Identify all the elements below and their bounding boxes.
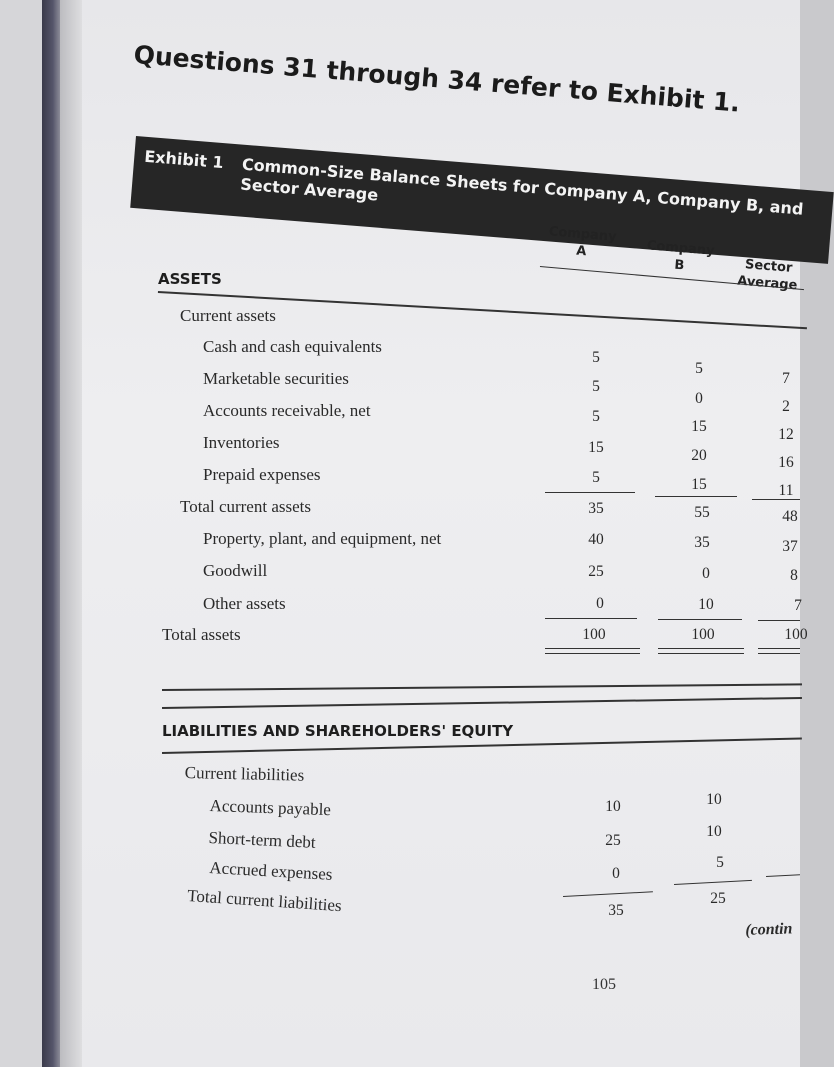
cell-cash-a: 5: [592, 349, 600, 366]
page-gutter: [60, 0, 82, 1067]
cell-total-assets-a: 100: [582, 626, 606, 643]
cell-inventories-s: 16: [778, 454, 794, 471]
cell-cash-b: 5: [695, 360, 703, 377]
book-spine: [42, 0, 60, 1067]
cell-total-current-assets-a: 35: [588, 500, 604, 517]
cell-ppe-a: 40: [588, 531, 604, 548]
liabilities-section-title: LIABILITIES AND SHAREHOLDERS' EQUITY: [162, 722, 514, 740]
subtotal-rule-s: [752, 499, 800, 500]
row-label-inventories: Inventories: [203, 433, 280, 452]
cell-marketable-a: 5: [592, 378, 600, 395]
double-rule-a-1: [545, 648, 640, 649]
row-label-marketable: Marketable securities: [203, 369, 349, 388]
cell-cash-s: 7: [782, 370, 790, 387]
cell-ppe-s: 37: [782, 538, 798, 555]
row-label-goodwill: Goodwill: [203, 561, 268, 580]
double-rule-b-2: [658, 653, 744, 654]
subtotal-rule-b: [655, 496, 737, 497]
cell-receivable-a: 5: [592, 408, 600, 425]
cell-goodwill-a: 25: [588, 563, 604, 580]
total-rule-s: [758, 620, 800, 621]
cell-short-term-debt-a: 25: [605, 832, 621, 849]
exhibit-label: Exhibit 1: [143, 146, 225, 173]
cell-prepaid-b: 15: [691, 476, 707, 493]
row-label-total-current-liabilities: Total current liabilities: [186, 886, 343, 916]
row-label-prepaid: Prepaid expenses: [203, 465, 321, 484]
cell-total-current-liabilities-b: 25: [710, 890, 726, 907]
cell-prepaid-a: 5: [592, 469, 600, 486]
cell-inventories-a: 15: [588, 439, 604, 456]
cell-total-current-assets-b: 55: [694, 504, 710, 521]
cell-total-current-assets-s: 48: [782, 508, 798, 525]
row-label-ppe: Property, plant, and equipment, net: [203, 529, 442, 548]
cell-prepaid-s: 11: [778, 482, 794, 499]
exhibit-title: Common-Size Balance Sheets for Company A, Company B, and Sector Average: [239, 154, 805, 219]
cell-ppe-b: 35: [694, 534, 710, 551]
cell-short-term-debt-b: 10: [706, 823, 722, 840]
column-header-company-a: Company A: [548, 224, 618, 260]
double-rule-a-2: [545, 653, 640, 654]
cell-inventories-b: 20: [691, 447, 707, 464]
current-liabilities-label: Current liabilities: [184, 763, 305, 785]
row-label-total-current-assets: Total current assets: [180, 497, 311, 516]
cell-accrued-expenses-a: 0: [612, 865, 620, 882]
cell-other-assets-a: 0: [596, 595, 604, 612]
cell-accounts-payable-a: 10: [605, 798, 621, 815]
continued-note: (contin: [745, 920, 793, 939]
cell-goodwill-s: 8: [790, 567, 798, 584]
cell-total-assets-s: 100: [784, 626, 808, 643]
total-rule-a: [545, 618, 637, 619]
cell-accrued-expenses-b: 5: [716, 854, 724, 871]
row-label-cash: Cash and cash equivalents: [203, 337, 382, 356]
page-number: 105: [592, 976, 616, 993]
double-rule-s-1: [758, 648, 800, 649]
subtotal-rule-a: [545, 492, 635, 493]
column-header-company-b: Company B: [646, 238, 716, 274]
row-label-other-assets: Other assets: [203, 594, 286, 613]
page-heading: Questions 31 through 34 refer to Exhibit 1.: [132, 40, 742, 118]
cell-goodwill-b: 0: [702, 565, 710, 582]
row-label-receivable: Accounts receivable, net: [203, 401, 371, 420]
row-label-total-assets: Total assets: [162, 625, 241, 644]
current-assets-label: Current assets: [180, 306, 276, 325]
cell-total-current-liabilities-a: 35: [608, 902, 624, 919]
column-header-sector-average: Sector Average: [736, 257, 798, 294]
double-rule-s-2: [758, 653, 800, 654]
total-rule-b: [658, 619, 742, 620]
cell-other-assets-s: 7: [794, 597, 802, 614]
cell-receivable-b: 15: [691, 418, 707, 435]
cell-receivable-s: 12: [778, 426, 794, 443]
cell-accounts-payable-b: 10: [706, 791, 722, 808]
cell-total-assets-b: 100: [691, 626, 715, 643]
left-page-edge: [0, 0, 42, 1067]
cell-marketable-s: 2: [782, 398, 790, 415]
row-label-short-term-debt: Short-term debt: [208, 828, 317, 852]
assets-section-title: ASSETS: [158, 270, 222, 288]
cell-marketable-b: 0: [695, 390, 703, 407]
row-label-accrued-expenses: Accrued expenses: [208, 858, 334, 884]
double-rule-b-1: [658, 648, 744, 649]
cell-other-assets-b: 10: [698, 596, 714, 613]
row-label-accounts-payable: Accounts payable: [209, 796, 332, 820]
